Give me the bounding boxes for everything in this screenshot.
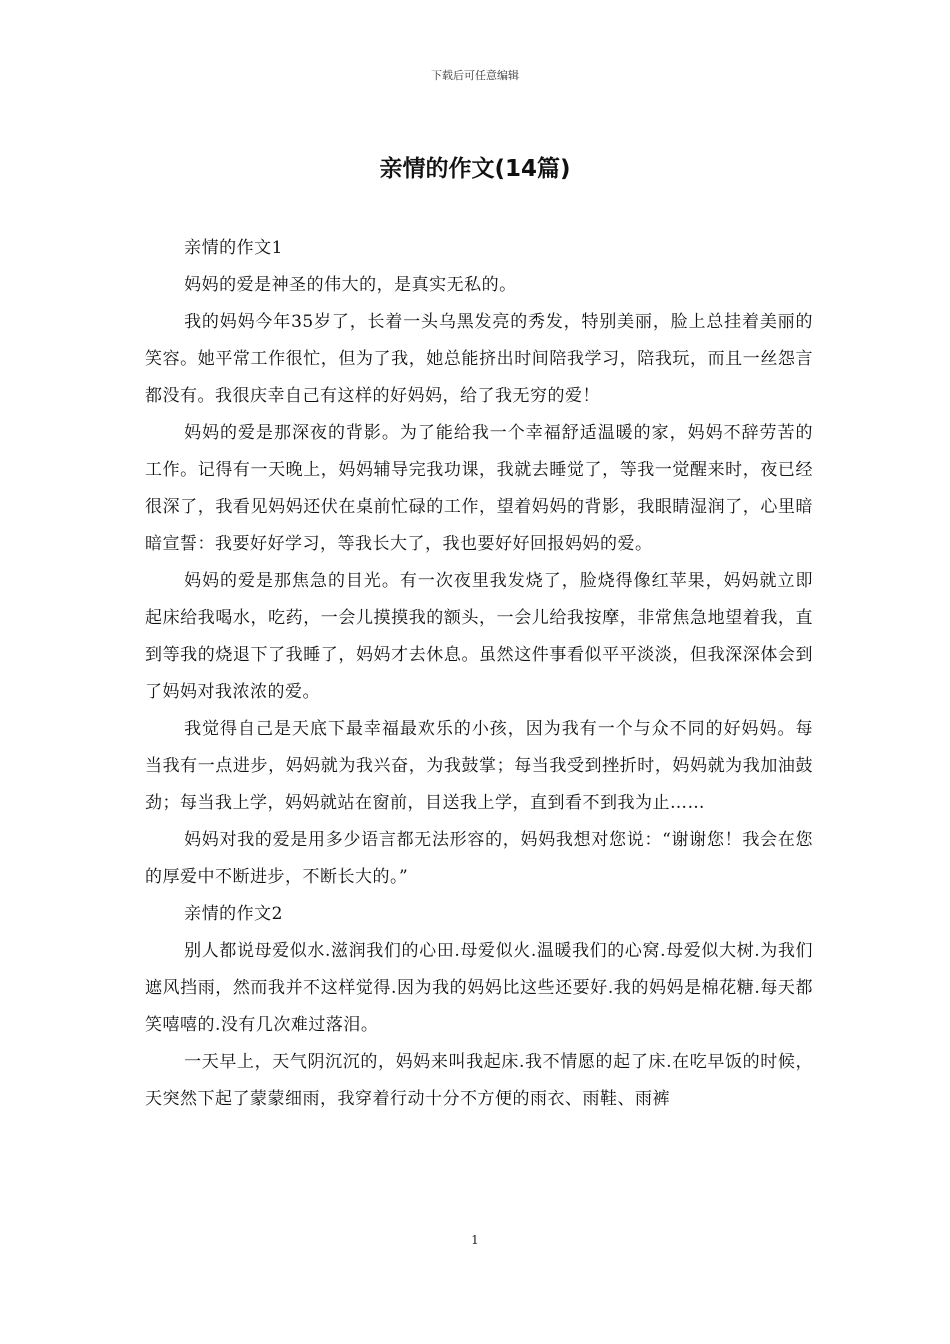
paragraph: 我觉得自己是天底下最幸福最欢乐的小孩，因为我有一个与众不同的好妈妈。每当我有一点进步，妈妈就为我兴奋，为我鼓掌；每当我受到挫折时，妈妈就为我加油鼓劲；每当我上学，妈妈就站在窗前，目送我上学，直到看不到我为止…… [145,719,813,813]
page-number: 1 [471,1233,479,1247]
paragraph: 我的妈妈今年35岁了，长着一头乌黑发亮的秀发，特别美丽，脸上总挂着美丽的笑容。她平常工作很忙，但为了我，她总能挤出时间陪我学习，陪我玩，而且一丝怨言都没有。我很庆幸自己有这样的好妈妈，给了我无穷的爱！ [145,312,813,406]
paragraph: 别人都说母爱似水.滋润我们的心田.母爱似火.温暖我们的心窝.母爱似大树.为我们遮风挡雨，然而我并不这样觉得.因为我的妈妈比这些还要好.我的妈妈是棉花糖.每天都笑嘻嘻的.没有几次难过落泪。 [145,941,813,1035]
document-body [145,230,813,1118]
paragraph: 一天早上，天气阴沉沉的，妈妈来叫我起床.我不情愿的起了床.在吃早饭的时候，天突然下起了蒙蒙细雨，我穿着行动十分不方便的雨衣、雨鞋、雨裤 [145,1052,813,1109]
section-heading-2: 亲情的作文2 [184,904,283,924]
section-heading-1: 亲情的作文1 [184,238,283,258]
paragraph: 妈妈对我的爱是用多少语言都无法形容的，妈妈我想对您说：“谢谢您！我会在您的厚爱中不断进步，不断长大的。” [145,830,813,887]
paragraph: 妈妈的爱是神圣的伟大的，是真实无私的。 [184,275,517,295]
paragraph: 妈妈的爱是那焦急的目光。有一次夜里我发烧了，脸烧得像红苹果，妈妈就立即起床给我喝水，吃药，一会儿摸摸我的额头，一会儿给我按摩，非常焦急地望着我，直到等我的烧退下了我睡了，妈妈才去休息。虽然这件事看似平平淡淡，但我深深体会到了妈妈对我浓浓的爱。 [145,571,813,702]
header-note: 下载后可任意编辑 [431,69,519,82]
paragraph: 妈妈的爱是那深夜的背影。为了能给我一个幸福舒适温暖的家，妈妈不辞劳苦的工作。记得有一天晚上，妈妈辅导完我功课，我就去睡觉了，等我一觉醒来时，夜已经很深了，我看见妈妈还伏在桌前忙碌的工作，望着妈妈的背影，我眼睛湿润了，心里暗暗宣誓：我要好好学习，等我长大了，我也要好好回报妈妈的爱。 [145,423,813,554]
document-title: 亲情的作文(14篇) [379,156,571,182]
